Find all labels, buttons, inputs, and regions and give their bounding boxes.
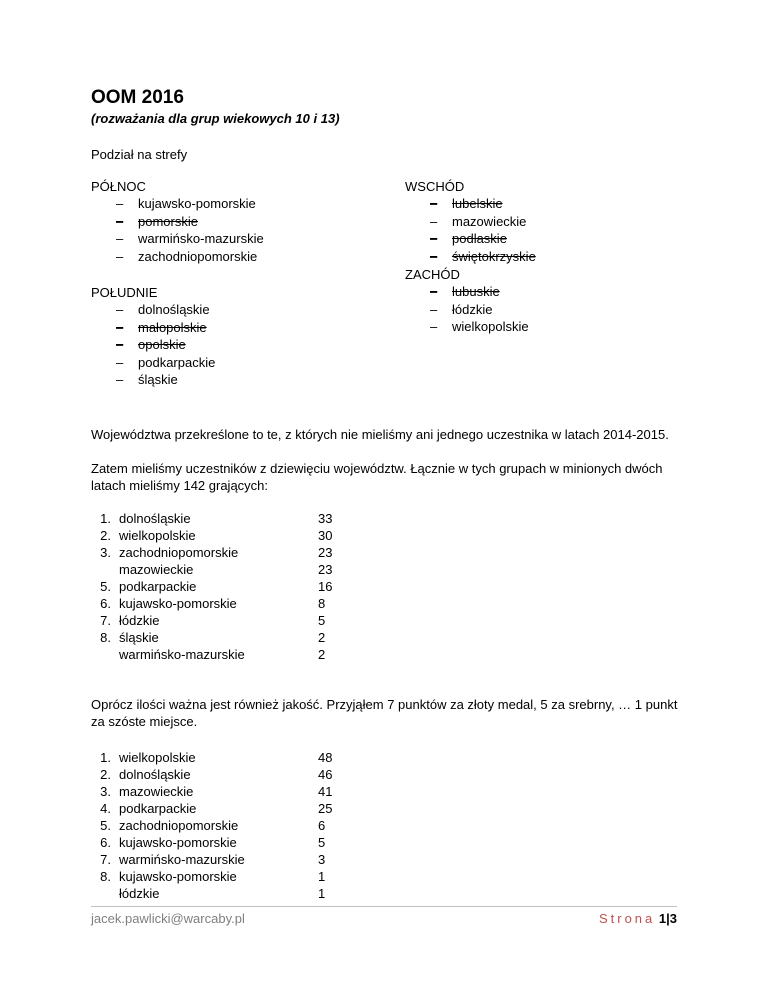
ranking-row — [91, 766, 391, 783]
dash-bullet: – — [430, 319, 438, 334]
ranking-value: 1 — [318, 869, 326, 884]
dash-bullet: – — [430, 213, 438, 229]
region-south-title: POŁUDNIE — [91, 285, 158, 300]
region-item-label: mazowieckie — [452, 213, 527, 229]
region-list-item — [405, 248, 536, 266]
ranking-row — [91, 561, 391, 578]
ranking-name: kujawsko-pomorskie — [119, 835, 237, 850]
ranking-name: kujawsko-pomorskie — [119, 596, 237, 611]
dash-bullet: – — [116, 319, 124, 335]
dash-bullet: – — [430, 248, 438, 264]
region-list-item — [405, 230, 536, 248]
region-east-list — [405, 195, 536, 265]
ranking-name: kujawsko-pomorskie — [119, 869, 237, 884]
dash-bullet: – — [116, 302, 124, 317]
region-list-item — [405, 318, 529, 336]
region-west — [405, 266, 529, 336]
region-south-list — [91, 301, 215, 389]
ranking-name: mazowieckie — [119, 562, 194, 577]
ranking-value: 6 — [318, 818, 326, 833]
ranking-value: 5 — [318, 613, 326, 628]
region-east — [405, 178, 536, 265]
para-count: Zatem mieliśmy uczestników z dziewięciu województw. Łącznie w tych grupach w minionych dwóch latach mieliśmy 142 grających: — [91, 461, 663, 493]
ranking-num: 8. — [100, 630, 111, 645]
footer-page-number — [599, 910, 677, 927]
ranking-num: 3. — [100, 545, 111, 560]
region-north — [91, 178, 264, 265]
ranking-count-list — [91, 510, 391, 663]
dash-bullet: – — [116, 337, 124, 352]
ranking-value: 2 — [318, 630, 326, 645]
region-list-item — [91, 195, 264, 213]
ranking-row — [91, 800, 391, 817]
ranking-row — [91, 510, 391, 527]
para-quality: Oprócz ilości ważna jest również jakość. Przyjąłem 7 punktów za złoty medal, 5 za srebrny, … 1 punkt za szóste miejsce. — [91, 697, 678, 729]
ranking-name: warmińsko-mazurskie — [119, 647, 245, 662]
ranking-points-list — [91, 749, 391, 902]
region-list-item — [91, 230, 264, 248]
ranking-name: łódzkie — [119, 613, 160, 628]
region-list-item — [405, 283, 529, 301]
region-list-item — [91, 319, 215, 337]
region-east-title: WSCHÓD — [405, 179, 465, 194]
ranking-num: 5. — [100, 818, 111, 833]
region-north-list — [91, 195, 264, 265]
region-item-label: opolskie — [138, 337, 186, 352]
ranking-value: 33 — [318, 511, 333, 526]
ranking-value: 1 — [318, 886, 326, 901]
region-west-title: ZACHÓD — [405, 267, 460, 282]
region-north-title: PÓŁNOC — [91, 179, 146, 194]
ranking-value: 5 — [318, 835, 326, 850]
ranking-row — [91, 595, 391, 612]
ranking-name: dolnośląskie — [119, 511, 191, 526]
ranking-points — [91, 749, 391, 902]
ranking-row — [91, 749, 391, 766]
region-list-item — [405, 301, 529, 319]
region-item-label: podkarpackie — [138, 354, 216, 370]
ranking-value: 3 — [318, 852, 326, 867]
dash-bullet: – — [116, 213, 124, 229]
dash-bullet: – — [116, 372, 124, 387]
region-list-item — [405, 195, 536, 213]
ranking-row — [91, 629, 391, 646]
ranking-name: warmińsko-mazurskie — [119, 852, 245, 867]
ranking-num: 7. — [100, 852, 111, 867]
ranking-row — [91, 851, 391, 868]
region-list-item — [91, 371, 215, 389]
ranking-num: 8. — [100, 869, 111, 884]
footer-page-current: 1 — [658, 911, 667, 926]
footer-page-total: 3 — [669, 911, 677, 926]
subtitle: (rozważania dla grup wiekowych 10 i 13) — [91, 111, 340, 126]
ranking-value: 30 — [318, 528, 333, 543]
region-item-label: dolnośląskie — [138, 302, 210, 317]
ranking-row — [91, 783, 391, 800]
ranking-value: 25 — [318, 801, 333, 816]
ranking-name: podkarpackie — [119, 579, 197, 594]
ranking-num: 2. — [100, 528, 111, 543]
ranking-count — [91, 510, 391, 663]
ranking-num: 3. — [100, 784, 111, 799]
region-item-label: małopolskie — [138, 319, 207, 335]
ranking-value: 8 — [318, 596, 326, 611]
note-struck: Województwa przekreślone to te, z których nie mieliśmy ani jednego uczestnika w latach 2014-2015. — [91, 427, 669, 442]
footer-page-sep: | — [666, 911, 670, 926]
ranking-name: dolnośląskie — [119, 767, 191, 782]
region-south — [91, 284, 215, 389]
region-list-item — [91, 301, 215, 319]
region-list-item — [91, 354, 215, 372]
region-item-label: warmińsko-mazurskie — [138, 231, 264, 246]
region-item-label: łódzkie — [452, 301, 493, 317]
ranking-name: mazowieckie — [119, 784, 194, 799]
ranking-name: zachodniopomorskie — [119, 818, 239, 833]
ranking-name: wielkopolskie — [119, 750, 196, 765]
ranking-value: 16 — [318, 579, 333, 594]
region-item-label: wielkopolskie — [452, 319, 529, 334]
ranking-row — [91, 578, 391, 595]
region-item-label: pomorskie — [138, 213, 198, 229]
footer-page-word: Strona — [598, 911, 656, 926]
ranking-num: 4. — [100, 801, 111, 816]
ranking-name: podkarpackie — [119, 801, 197, 816]
dash-bullet: – — [430, 284, 438, 299]
region-list-item — [405, 213, 536, 231]
dash-bullet: – — [430, 301, 438, 317]
region-item-label: lubuskie — [452, 284, 500, 299]
ranking-value: 46 — [318, 767, 333, 782]
ranking-num: 2. — [100, 767, 111, 782]
ranking-row — [91, 885, 391, 902]
region-item-label: zachodniopomorskie — [138, 248, 258, 264]
region-item-label: kujawsko-pomorskie — [138, 196, 256, 211]
ranking-name: zachodniopomorskie — [119, 545, 239, 560]
ranking-num: 6. — [100, 596, 111, 611]
region-list-item — [91, 248, 264, 266]
zones-intro: Podział na strefy — [91, 147, 188, 162]
ranking-row — [91, 868, 391, 885]
region-list-item — [91, 336, 215, 354]
ranking-num: 6. — [100, 835, 111, 850]
dash-bullet: – — [116, 196, 124, 211]
ranking-row — [91, 527, 391, 544]
ranking-row — [91, 817, 391, 834]
ranking-num: 5. — [100, 579, 111, 594]
ranking-value: 23 — [318, 545, 333, 560]
ranking-num: 7. — [100, 613, 111, 628]
ranking-row — [91, 646, 391, 663]
ranking-name: śląskie — [119, 630, 159, 645]
ranking-value: 48 — [318, 750, 333, 765]
footer-divider — [91, 906, 677, 907]
ranking-value: 23 — [318, 562, 333, 577]
dash-bullet: – — [116, 248, 124, 264]
dash-bullet: – — [430, 196, 438, 211]
footer-email: jacek.pawlicki@warcaby.pl — [91, 911, 245, 926]
ranking-row — [91, 834, 391, 851]
page-title: OOM 2016 — [91, 87, 184, 108]
region-item-label: śląskie — [138, 372, 178, 387]
region-west-list — [405, 283, 529, 336]
ranking-value: 41 — [318, 784, 333, 799]
ranking-value: 2 — [318, 647, 326, 662]
region-item-label: podlaskie — [452, 231, 507, 246]
region-list-item — [91, 213, 264, 231]
dash-bullet: – — [116, 231, 124, 246]
ranking-row — [91, 544, 391, 561]
ranking-name: łódzkie — [119, 886, 160, 901]
region-item-label: lubelskie — [452, 196, 503, 211]
region-item-label: świętokrzyskie — [452, 248, 536, 264]
dash-bullet: – — [116, 354, 124, 370]
ranking-num: 1. — [100, 750, 111, 765]
dash-bullet: – — [430, 231, 438, 246]
ranking-row — [91, 612, 391, 629]
ranking-num: 1. — [100, 511, 111, 526]
ranking-name: wielkopolskie — [119, 528, 196, 543]
